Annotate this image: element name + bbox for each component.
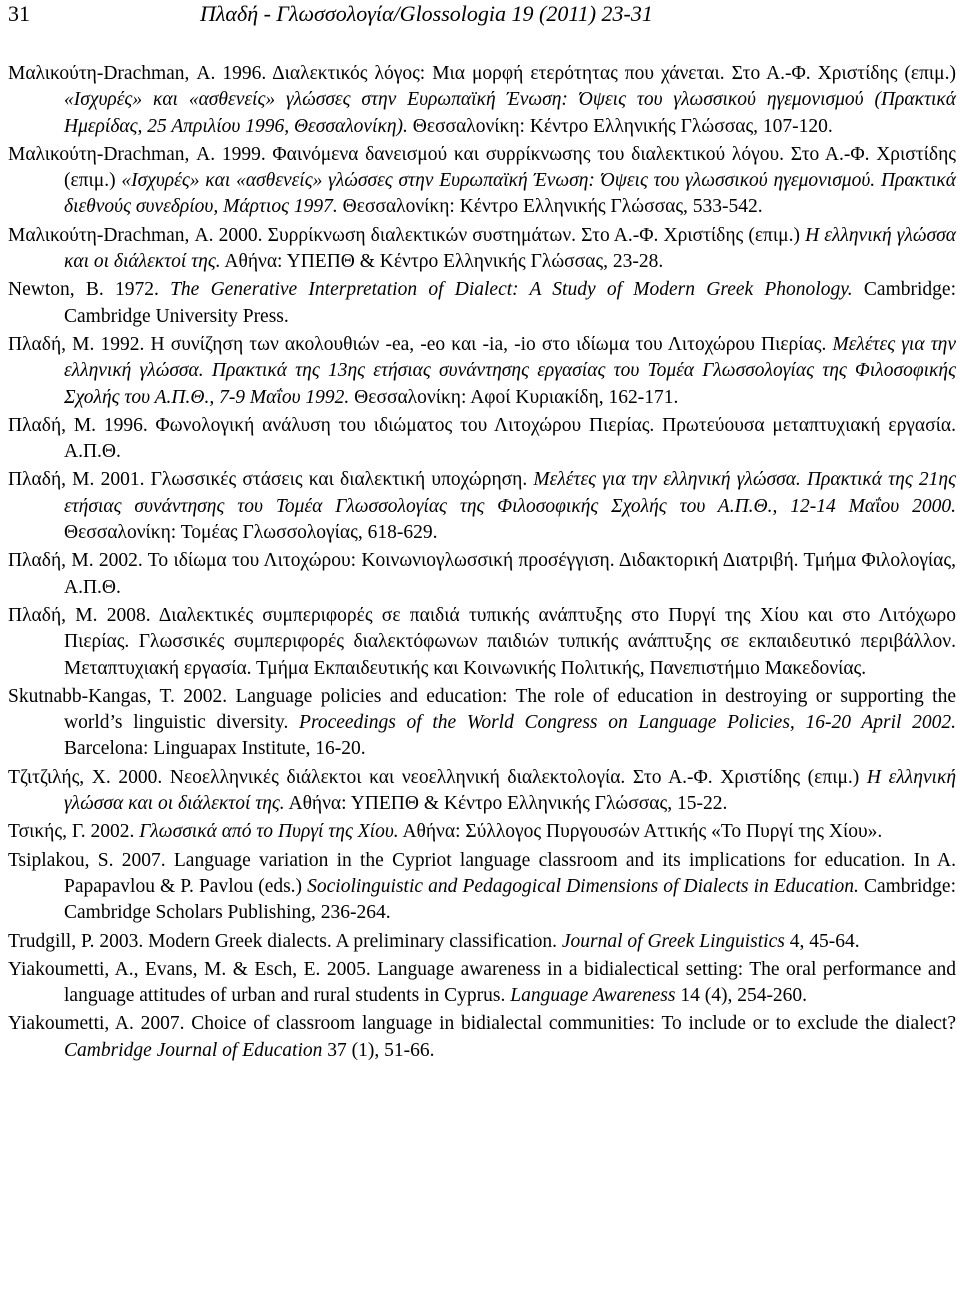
reference-text: Yiakoumetti, A., Evans, M. & Esch, E. 2005. Language awareness in a bidialectical setting: The oral performance and language attitudes of urban and rural students in Cyprus. — [8, 958, 956, 1007]
reference-italic-text: Proceedings of the World Congress on Language Policies, 16-20 April 2002. — [299, 712, 956, 734]
reference-entry — [8, 467, 956, 546]
reference-text: Barcelona: Linguapax Institute, 16-20. — [64, 738, 366, 760]
reference-italic-text: Πρακτικά της 13ης ετήσιας συνάντησης εργασίας του Τομέα Γλωσσολογίας της Φιλοσοφικής Σχολής του Α.Π.Θ., 7-9 Μαΐου 1992. — [64, 360, 956, 408]
reference-italic-text: Journal of Greek Linguistics — [561, 930, 785, 952]
reference-text: Θεσσαλονίκη: Κέντρο Ελληνικής Γλώσσας, 533-542. — [337, 196, 763, 218]
reference-text: Μαλικούτη-Drachman, Α. 1996. Διαλεκτικός λόγος: Μια μορφή ετερότητας που χάνεται. Στο Α.-Φ. Χριστίδης (επιμ.) — [8, 63, 956, 84]
reference-entry — [8, 548, 956, 601]
reference-entry — [8, 957, 956, 1010]
reference-entry — [8, 819, 956, 845]
reference-entry — [8, 684, 956, 763]
reference-entry — [8, 332, 956, 411]
reference-text: Skutnabb-Kangas, T. 2002. Language policies and education: The role of education in destroying or supporting the world’s linguistic diversity. — [8, 685, 956, 734]
reference-text: Τσικής, Γ. 2002. — [8, 821, 140, 843]
reference-italic-text: Language Awareness — [510, 985, 676, 1007]
reference-text: Μαλικούτη-Drachman, Α. 2000. Συρρίκνωση διαλεκτικών συστημάτων. Στο Α.-Φ. Χριστίδης (επιμ.) — [8, 224, 806, 246]
page-number: 31 — [8, 1, 30, 26]
reference-text: Αθήνα: ΥΠΕΠΘ & Κέντρο Ελληνικής Γλώσσας, 15-22. — [284, 793, 728, 815]
reference-text: Μαλικούτη-Drachman, Α. 1999. Φαινόμενα δανεισμού και συρρίκνωσης του διαλεκτικού λόγου. Στο Α.-Φ. Χριστίδης (επιμ.) — [8, 143, 956, 192]
reference-italic-text: Sociolinguistic and Pedagogical Dimensions of Dialects in Education. — [307, 875, 859, 897]
reference-italic-text: Μελέτες για την ελληνική γλώσσα. Πρακτικά της 21ης ετήσιας συνάντησης του Τομέα Γλωσσολογίας της Φιλοσοφικής Σχολής του Α.Π.Θ., 12-14 Μαΐου 2000. — [64, 469, 956, 517]
reference-text: Trudgill, P. 2003. Modern Greek dialects. A preliminary classification. — [8, 930, 562, 952]
running-head: Πλαδή - Γλωσσολογία/Glossologia 19 (2011) 23-31 — [200, 1, 653, 26]
reference-text: Cambridge: Cambridge Scholars Publishing, 236-264. — [64, 875, 957, 924]
reference-text: Πλαδή, Μ. 2002. Το ιδίωμα του Λιτοχώρου: Κοινωνιογλωσσική προσέγγιση. Διδακτορική Διατριβή. Τμήμα Φιλολογίας, Α.Π.Θ. — [8, 550, 956, 598]
reference-entry — [8, 848, 956, 927]
reference-entry — [8, 1011, 956, 1064]
reference-text: Newton, B. 1972. — [8, 279, 171, 301]
reference-text: Tsiplakou, S. 2007. Language variation in the Cypriot language classroom and its implications for education. In A. Papapavlou & P. Pavlou (eds.) — [8, 849, 956, 897]
reference-italic-text: «Ισχυρές» και «ασθενείς» γλώσσες στην Ευρωπαϊκή Ένωση: Όψεις του γλωσσικού ηγεμονισμού. Πρακτικά διεθνούς συνεδρίου, Μάρτιος 1997. — [64, 170, 956, 218]
reference-text — [204, 360, 212, 381]
page-header — [0, 0, 960, 40]
reference-text: Πλαδή, Μ. 2008. Διαλεκτικές συμπεριφορές σε παιδιά τυπικής ανάπτυξης στο Πυργί της Χίου και στο Λιτόχωρο Πιερίας. Γλωσσικές συμπεριφορές διαλεκτόφωνων παιδιών τυπικής ανάπτυξης σε εκπαιδευτικό περιβάλλον. Μεταπτυχιακή εργασία. Τμήμα Εκπαιδευτικής και Κοινωνικής Πολιτικής, Πανεπιστήμιο Μακεδονίας. — [8, 604, 956, 679]
reference-entry — [8, 142, 956, 221]
reference-text: Πλαδή, Μ. 2001. Γλωσσικές στάσεις και διαλεκτική υποχώρηση. — [8, 469, 534, 491]
reference-text: Τζιτζιλής, Χ. 2000. Νεοελληνικές διάλεκτοι και νεοελληνική διαλεκτολογία. Στο Α.-Φ. Χριστίδης (επιμ.) — [8, 766, 867, 788]
reference-list — [8, 61, 956, 1066]
reference-text: 37 (1), 51-66. — [322, 1039, 435, 1061]
reference-text: Θεσσαλονίκη: Κέντρο Ελληνικής Γλώσσας, 107-120. — [407, 115, 833, 137]
reference-text: 14 (4), 254-260. — [675, 985, 808, 1007]
reference-text: 4, 45-64. — [784, 930, 860, 952]
reference-entry — [8, 413, 956, 466]
reference-text: Cambridge: Cambridge University Press. — [64, 279, 956, 327]
reference-entry — [8, 765, 956, 818]
reference-entry — [8, 277, 956, 330]
reference-text: Yiakoumetti, A. 2007. Choice of classroom language in bidialectal communities: To include or to exclude the dialect? — [8, 1013, 956, 1035]
reference-text: Πλαδή, Μ. 1992. Η συνίζηση των ακολουθιών -ea, -eo και -ia, -io στο ιδίωμα του Λιτοχώρου Πιερίας. — [8, 333, 833, 355]
reference-entry — [8, 603, 956, 682]
reference-entry — [8, 223, 956, 276]
reference-italic-text: Η ελληνική γλώσσα και οι διάλεκτοί της. — [64, 766, 956, 815]
reference-text: Αθήνα: Σύλλογος Πυργουσών Αττικής «Το Πυργί της Χίου». — [398, 821, 883, 843]
reference-italic-text: The Generative Interpretation of Dialect: A Study of Modern Greek Phonology. — [170, 279, 853, 301]
reference-italic-text: Η ελληνική γλώσσα και οι διάλεκτοί της. — [64, 224, 956, 273]
reference-italic-text: Γλωσσικά από το Πυργί της Χίου. — [139, 821, 399, 843]
reference-text: Πλαδή, Μ. 1996. Φωνολογική ανάλυση του ιδιώματος του Λιτοχώρου Πιερίας. Πρωτεύουσα μεταπτυχιακή εργασία. Α.Π.Θ. — [8, 414, 956, 463]
reference-text: Αθήνα: ΥΠΕΠΘ & Κέντρο Ελληνικής Γλώσσας, 23-28. — [220, 251, 664, 273]
reference-italic-text: Cambridge Journal of Education — [64, 1039, 323, 1061]
reference-italic-text: «Ισχυρές» και «ασθενείς» γλώσσες στην Ευρωπαϊκή Ένωση: Όψεις του γλωσσικού ηγεμονισμού (Πρακτικά Ημερίδας, 25 Απριλίου 1996, Θεσσαλονίκη). — [64, 89, 956, 137]
reference-entry — [8, 929, 956, 955]
reference-italic-text: Μελέτες για την ελληνική γλώσσα. — [64, 333, 956, 382]
reference-text: Θεσσαλονίκη: Τομέας Γλωσσολογίας, 618-629. — [64, 522, 438, 544]
reference-text: Θεσσαλονίκη: Αφοί Κυριακίδη, 162-171. — [349, 386, 679, 408]
reference-entry — [8, 61, 956, 140]
